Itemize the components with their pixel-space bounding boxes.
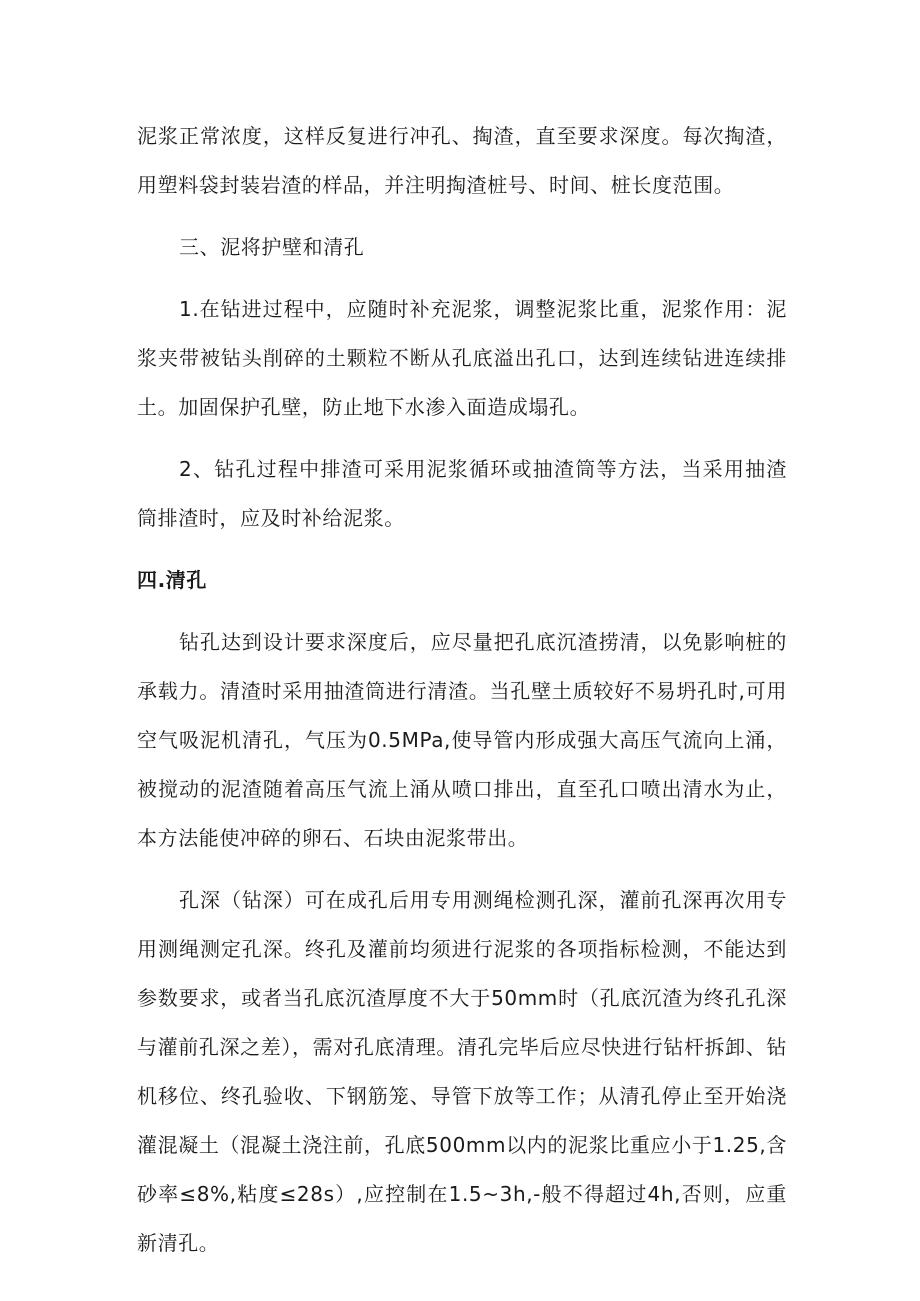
paragraph-cleaning: 钻孔达到设计要求深度后，应尽量把孔底沉渣捞清，以免影响桩的承载力。清渣时采用抽渣筒进行清渣。当孔壁土质较好不易坍孔时,可用空气吸泥机清孔，气压为0.5MPa,使导管内形成强大高压气流向上涌，被搅动的泥渣随着高压气流上涌从喷口排出，直至孔口喷出清水为止，本方法能使冲碎的卵石、石块由泥浆带出。 — [137, 630, 787, 850]
section-heading-4: 四.清孔 — [137, 568, 207, 592]
section-heading-3: 三、泥将护壁和清孔 — [179, 235, 365, 259]
document-body — [137, 112, 787, 1268]
paragraph-item-1: 1.在钻进过程中，应随时补充泥浆，调整泥浆比重，泥浆作用：泥浆夹带被钻头削碎的土颗粒不断从孔底溢出孔口，达到连续钻进连续排土。加固保护孔壁，防止地下水渗入面造成塌孔。 — [137, 297, 787, 419]
paragraph-item-2: 2、钻孔过程中排渣可采用泥浆循环或抽渣筒等方法，当采用抽渣筒排渣时，应及时补给泥浆。 — [137, 457, 787, 530]
paragraph-continuation: 泥浆正常浓度，这样反复进行冲孔、掏渣，直至要求深度。每次掏渣，用塑料袋封装岩渣的样品，并注明掏渣桩号、时间、桩长度范围。 — [137, 124, 787, 197]
paragraph-hole-depth: 孔深（钻深）可在成孔后用专用测绳检测孔深，灌前孔深再次用专用测绳测定孔深。终孔及灌前均须进行泥浆的各项指标检测，不能达到参数要求，或者当孔底沉渣厚度不大于50mm时（孔底沉渣为终孔孔深与灌前孔深之差），需对孔底清理。清孔完毕后应尽快进行钻杆拆卸、钻机移位、终孔验收、下钢筋笼、导管下放等工作；从清孔停止至开始浇灌混凝土（混凝土浇注前，孔底500mm以内的泥浆比重应小于1.25,含砂率≤8%,粘度≤28s）,应控制在1.5~3h,-般不得超过4h,否则，应重新清孔。 — [137, 888, 787, 1255]
